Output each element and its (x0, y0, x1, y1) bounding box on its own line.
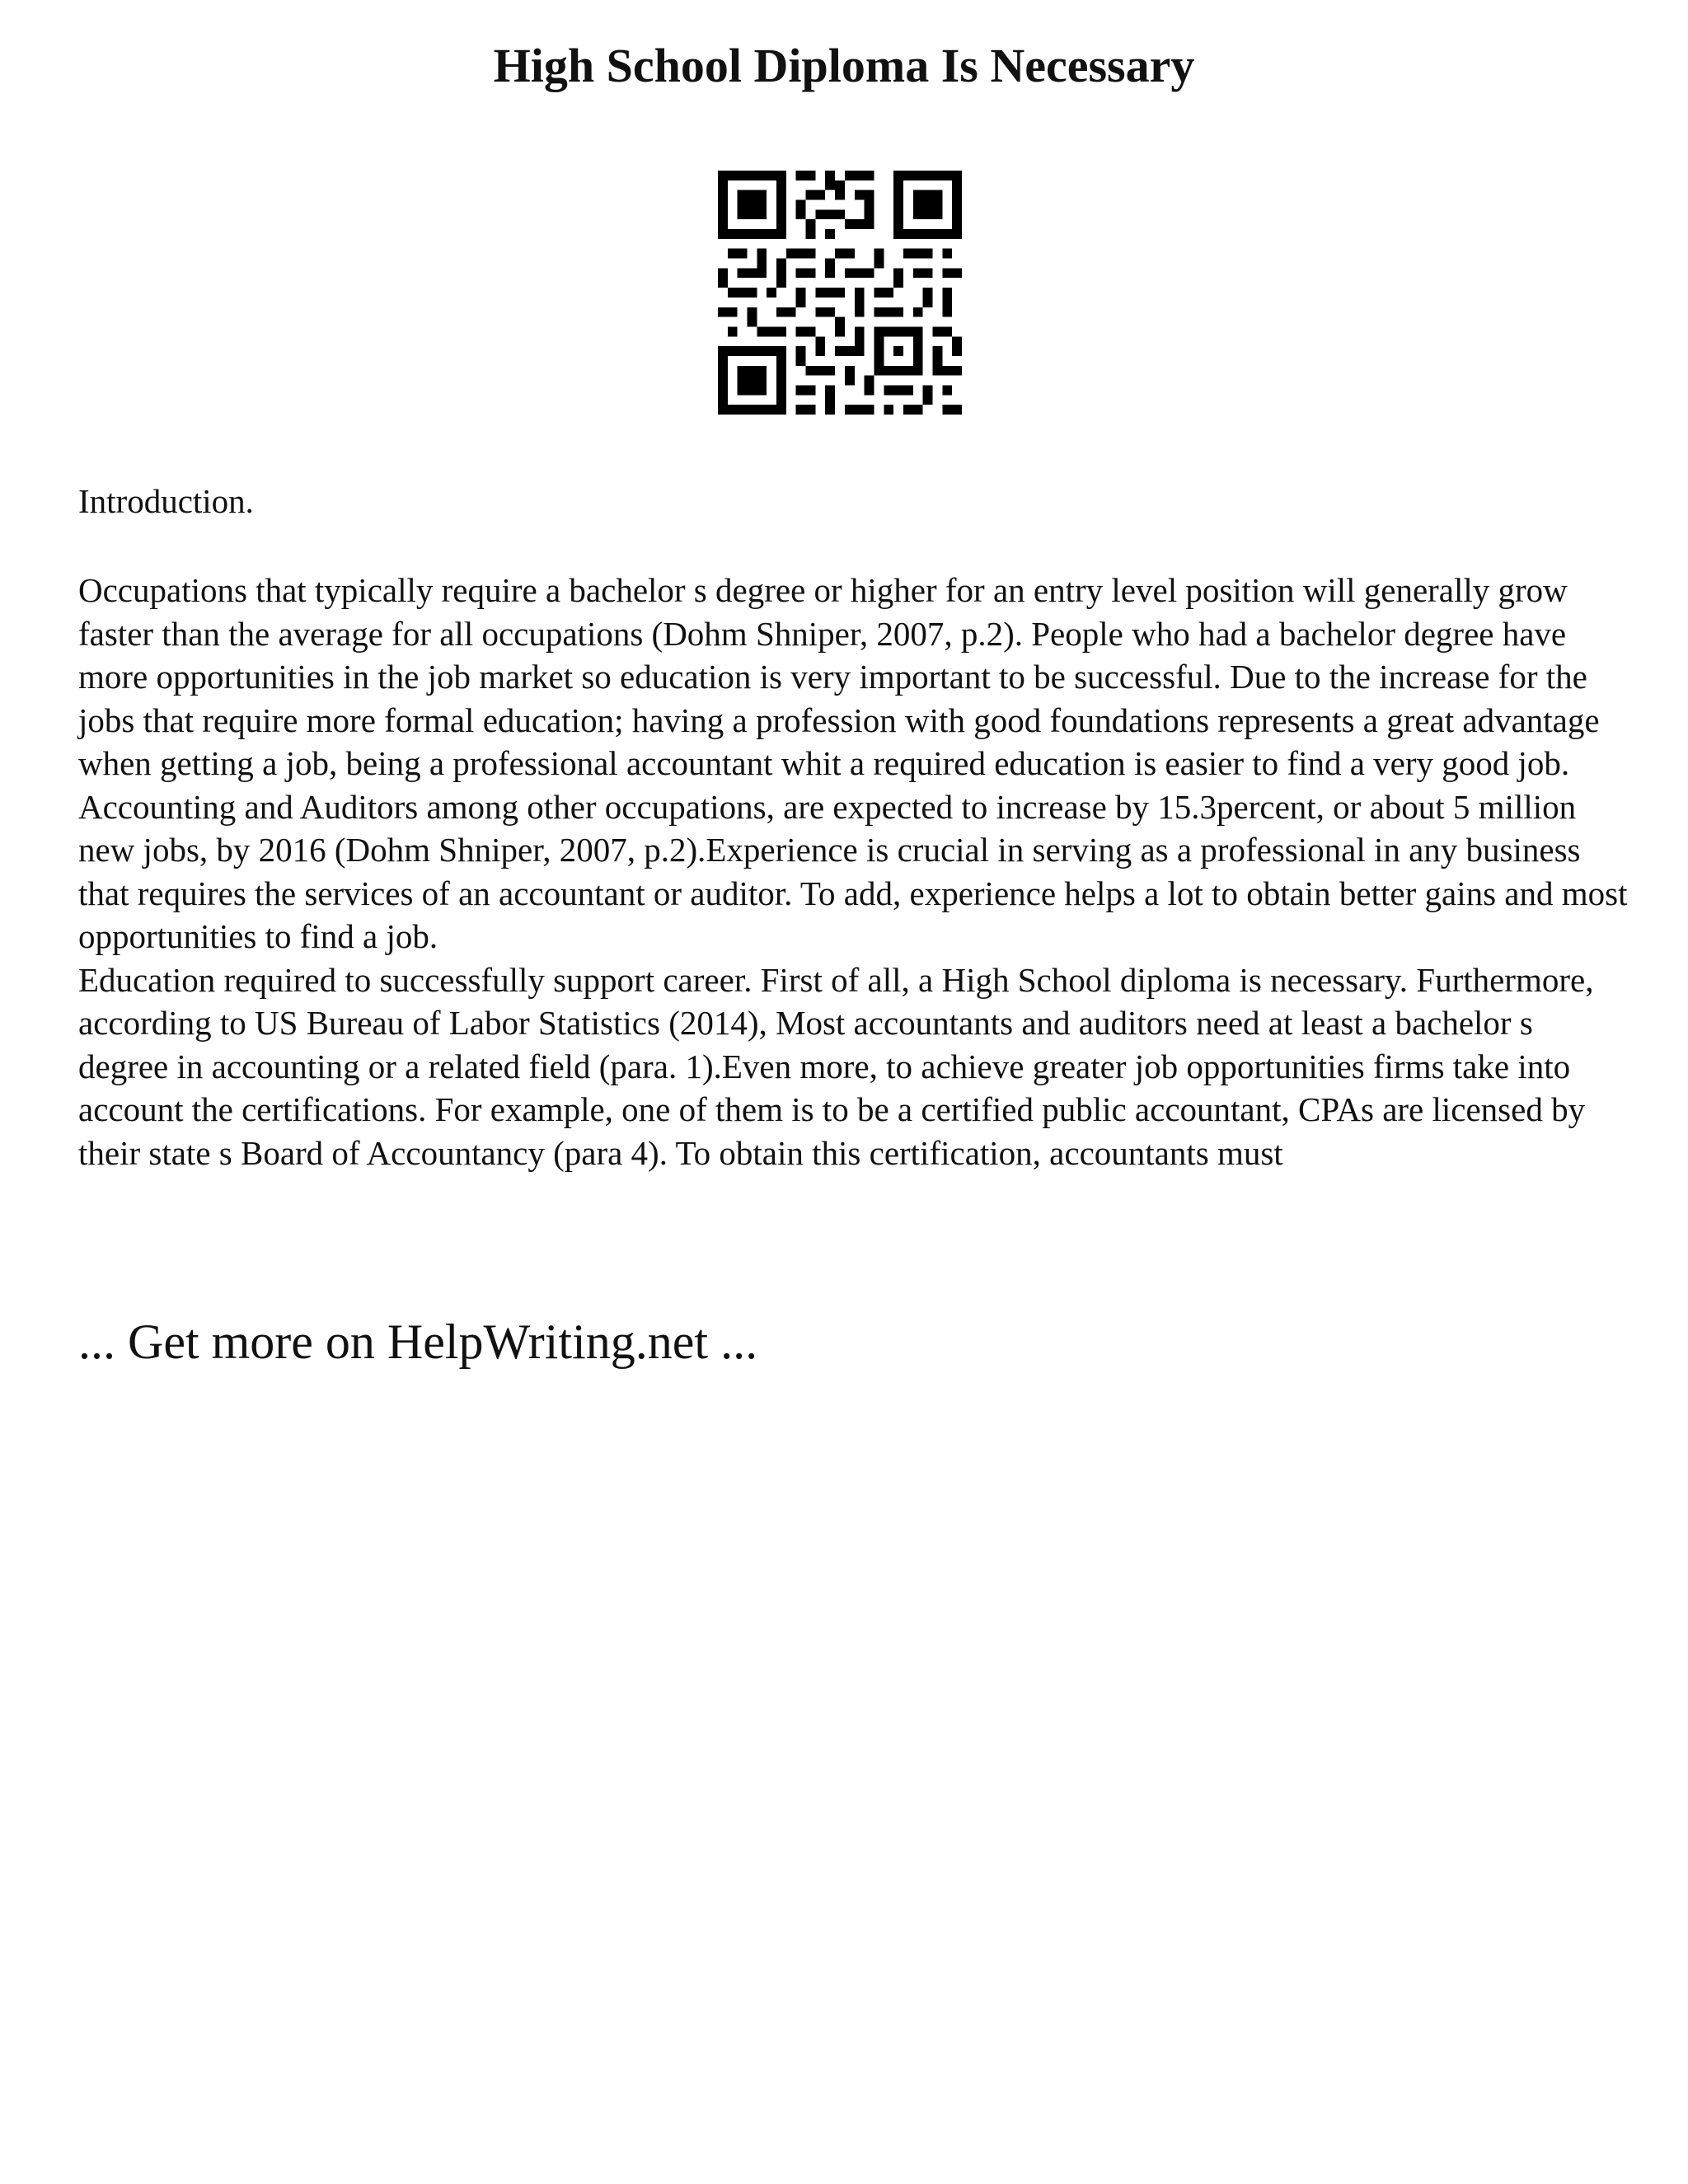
body-text (78, 569, 1628, 1174)
paragraph-2: Education required to successfully support career. First of all, a High School diploma is necessary. Furthermore, according to US Bureau of Labor Statistics (2014), Most accountants and auditors need at least a bachelor s degree in accounting or a related field (para. 1).Even more, to achieve greater job opportunities firms take into account the certifications. For example, one of them is to be a certified public accountant, CPAs are licensed by their state s Board of Accountancy (para 4). To obtain this certification, accountants must (78, 960, 1594, 1172)
paragraph-1: Occupations that typically require a bachelor s degree or higher for an entry level position will generally grow faster than the average for all occupations (Dohm Shniper, 2007, p.2). People who had a bachelor degree have more opportunities in the job market so education is very important to be successful. Due to the increase for the jobs that require more formal education; having a profession with good foundations represents a great advantage when getting a job, being a professional accountant whit a required education is easier to find a very good job. Accounting and Auditors among other occupations, are expected to increase by 15.3percent, or about 5 million new jobs, by 2016 (Dohm Shniper, 2007, p.2).Experience is crucial in serving as a professional in any business that requires the services of an accountant or auditor. To add, experience helps a lot to obtain better gains and most opportunities to find a job. (78, 571, 1628, 955)
get-more-link[interactable]: ... Get more on HelpWriting.net ... (78, 1315, 758, 1369)
document-title: High School Diploma Is Necessary (493, 39, 1195, 92)
intro-heading: Introduction. (78, 482, 254, 520)
qr-code-icon (718, 171, 962, 415)
